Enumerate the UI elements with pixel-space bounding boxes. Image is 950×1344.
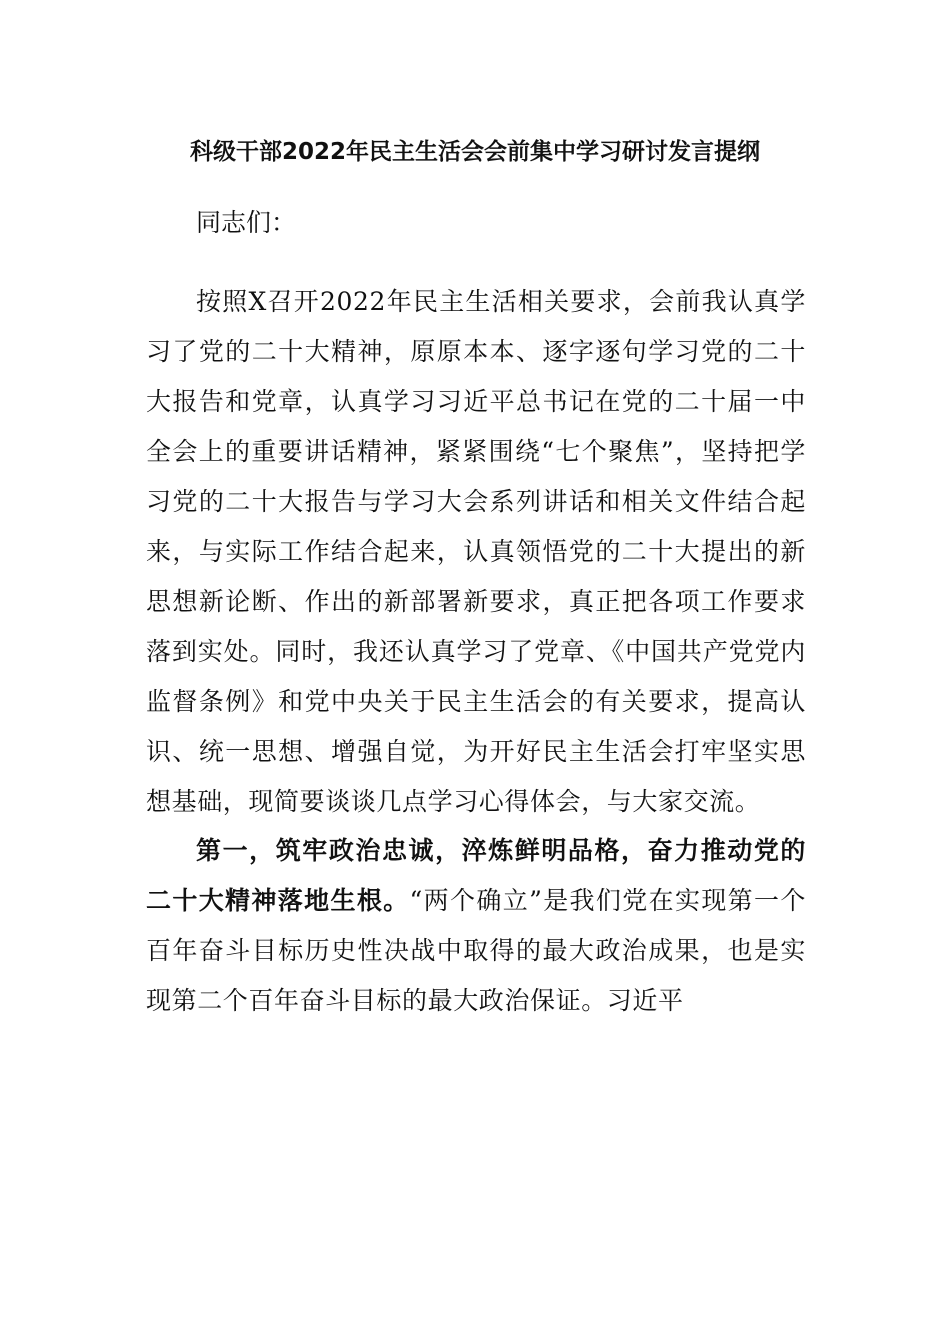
- paragraph-body-text: “两个确立”是我们党在实现第一个百年奋斗目标历史性决战中取得的最大政治成果，也是实现第二个百年奋斗目标的最大政治保证。习近平: [146, 886, 806, 1015]
- paragraph-intro: 按照X召开2022年民主生活相关要求，会前我认真学习了党的二十大精神，原原本本、逐字逐句学习党的二十大报告和党章，认真学习习近平总书记在党的二十届一中全会上的重要讲话精神，紧紧围绕“七个聚焦”，坚持把学习党的二十大报告与学习大会系列讲话和相关文件结合起来，与实际工作结合起来，认真领悟党的二十大提出的新思想新论断、作出的新部署新要求，真正把各项工作要求落到实处。同时，我还认真学习了党章、《中国共产党党内监督条例》和党中央关于民主生活会的有关要求，提高认识、统一思想、增强自觉，为开好民主生活会打牢坚实思想基础，现简要谈谈几点学习心得体会，与大家交流。: [146, 287, 806, 816]
- paragraph-first-point: [146, 826, 806, 1026]
- document-title: 科级干部2022年民主生活会会前集中学习研讨发言提纲: [189, 139, 760, 165]
- salutation: 同志们：: [196, 208, 297, 237]
- paragraph-lead-heading: 第一，筑牢政治忠诚，淬炼鲜明品格，奋力推动党的二十大精神落地生根。: [146, 836, 806, 915]
